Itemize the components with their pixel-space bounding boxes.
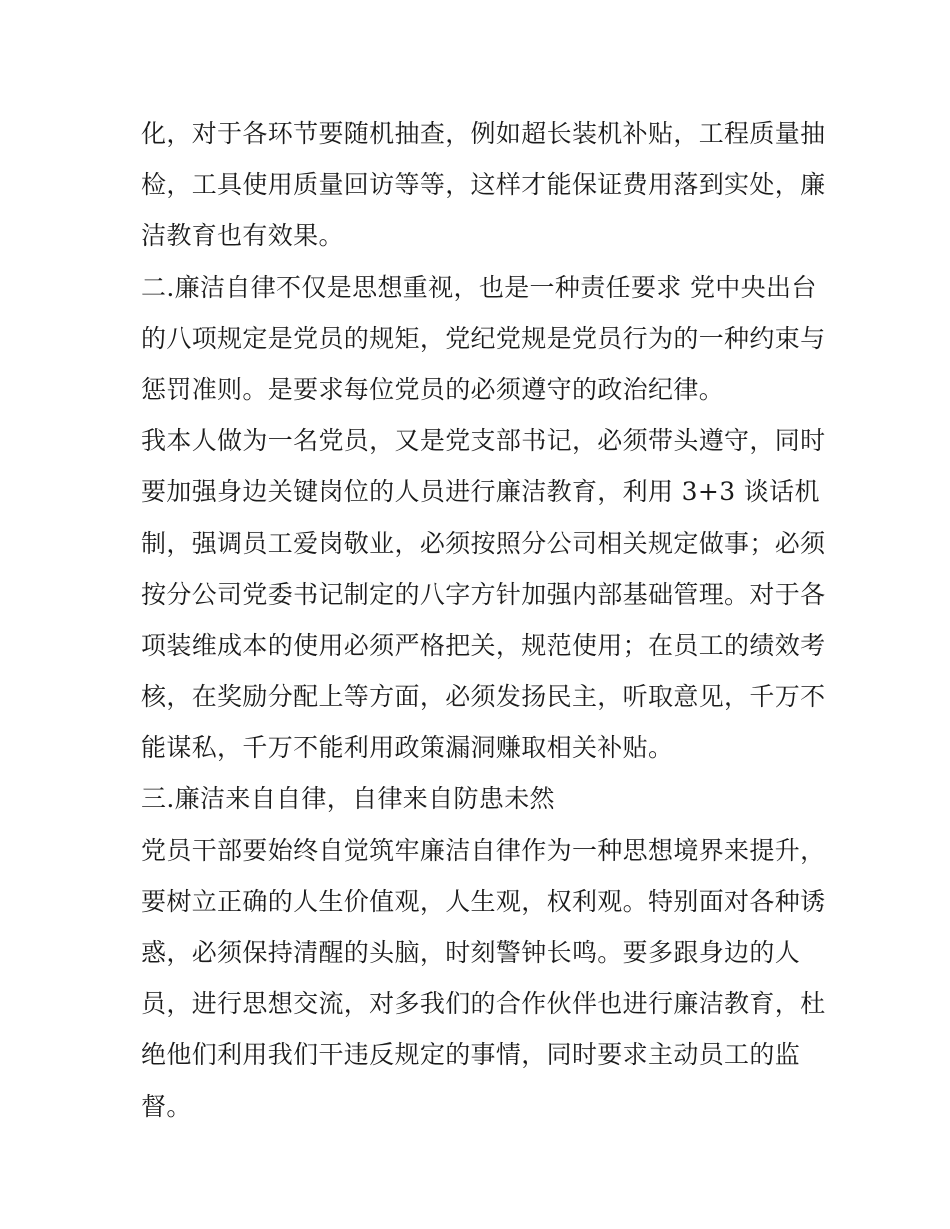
text-line: 惩罚准则。是要求每位党员的必须遵守的政治纪律。 [141, 374, 725, 404]
text-line: 要树立正确的人生价值观，人生观，权利观。特别面对各种诱 [141, 886, 826, 916]
text-line: 制，强调员工爱岗敬业，必须按照分公司相关规定做事；必须 [141, 528, 826, 558]
text-line: 绝他们利用我们干违反规定的事情，同时要求主动员工的监 [141, 1040, 801, 1070]
section-heading-3: 三.廉洁来自自律，自律来自防患未然 [141, 784, 555, 814]
text-line: 按分公司党委书记制定的八字方针加强内部基础管理。对于各 [141, 579, 826, 609]
text-line: 化，对于各环节要随机抽查，例如超长装机补贴，工程质量抽 [141, 119, 826, 148]
text-line: 督。 [141, 1091, 192, 1121]
text-line: 我本人做为一名党员，又是党支部书记，必须带头遵守，同时 [141, 426, 826, 456]
text-line: 核，在奖励分配上等方面，必须发扬民主，听取意见，千万不 [141, 682, 826, 712]
text-line: 惑，必须保持清醒的头脑，时刻警钟长鸣。要多跟身边的人 [141, 938, 801, 967]
text-line: 检，工具使用质量回访等等，这样才能保证费用落到实处，廉 [141, 170, 826, 200]
text-line: 洁教育也有效果。 [141, 221, 344, 251]
text-line: 的八项规定是党员的规矩，党纪党规是党员行为的一种约束与 [141, 323, 826, 353]
text-line: 能谋私，千万不能利用政策漏洞赚取相关补贴。 [141, 733, 674, 763]
text-line: 员，进行思想交流，对多我们的合作伙伴也进行廉洁教育，杜 [141, 989, 826, 1019]
text-line: 党员干部要始终自觉筑牢廉洁自律作为一种思想境界来提升， [141, 835, 826, 865]
text-line: 项装维成本的使用必须严格把关，规范使用；在员工的绩效考 [141, 630, 826, 660]
section-heading-2: 二.廉洁自律不仅是思想重视，也是一种责任要求 党中央出台 [141, 272, 817, 302]
text-line: 要加强身边关键岗位的人员进行廉洁教育，利用 3+3 谈话机 [141, 477, 820, 507]
body-text [141, 108, 826, 1132]
